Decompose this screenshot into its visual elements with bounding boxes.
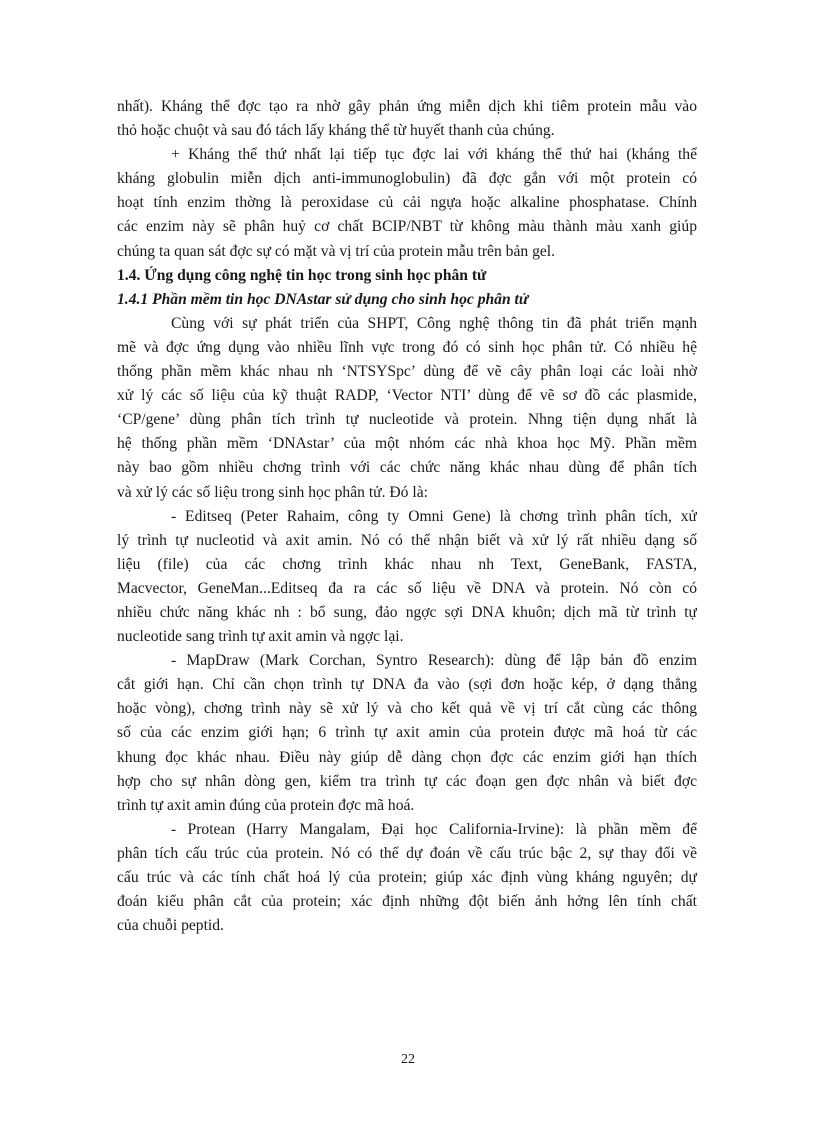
paragraph-line: + Kháng thể thứ nhất lại tiếp tục đợc lai với kháng thể thứ hai (kháng thể — [171, 146, 697, 164]
paragraph-line: chúng ta quan sát đợc sự có mặt và vị trí của protein mẫu trên bản gel. — [117, 242, 556, 260]
subsection-heading: 1.4.1 Phần mềm tin học DNAstar sử dụng cho sinh học phân tử — [117, 290, 529, 308]
paragraph-line: liệu (file) của các chơng trình khác nhau nh Text, GeneBank, FASTA, — [117, 555, 697, 573]
paragraph-line: hệ thống phần mềm ‘DNAstar’ của một nhóm các nhà khoa học Mỹ. Phần mềm — [117, 435, 697, 453]
section-heading: 1.4. Ứng dụng công nghệ tin học trong sinh học phân tử — [117, 266, 487, 284]
paragraph-line: cấu trúc và các tính chất hoá lý của protein; giúp xác định vùng kháng nguyên; dự — [117, 869, 697, 886]
paragraph-line: phân tích cấu trúc của protein. Nó có thể dự đoán về cấu trúc bậc 2, sự thay đổi về — [117, 844, 697, 862]
paragraph-line: - Protean (Harry Mangalam, Đại học California-Irvine): là phần mềm để — [171, 820, 697, 838]
paragraph-line: nhiều chức năng khác nh : bổ sung, đảo ngợc sợi DNA khuôn; dịch mã từ trình tự — [117, 603, 697, 621]
paragraph-line: kháng globulin miễn dịch anti-immunoglobulin) đã đợc gắn với một protein có — [117, 170, 697, 188]
paragraph-line: đoán kiểu phân cắt của protein; xác định những đột biến ảnh hởng lên tính chất — [117, 893, 697, 911]
paragraph-line: cắt giới hạn. Chỉ cần chọn trình tự DNA đa vào (sợi đơn hoặc kép, ở dạng thẳng — [117, 676, 697, 694]
paragraph-line: hợp cho sự nhân dòng gen, kiểm tra trình tự các đoạn gen đợc nhân và biết đợc — [117, 772, 697, 790]
paragraph-line: mẽ và đợc ứng dụng vào nhiều lĩnh vực trong đó có sinh học phân tử. Có nhiều hệ — [117, 338, 697, 356]
paragraph-line: các enzim này sẽ phân huỷ cơ chất BCIP/NBT từ không màu thành màu xanh giúp — [117, 218, 697, 236]
paragraph-line: này bao gồm nhiều chơng trình với các chức năng khác nhau dùng để phân tích — [117, 459, 697, 477]
paragraph-line: Cùng với sự phát triển của SHPT, Công nghệ thông tin đã phát triển mạnh — [171, 314, 697, 332]
paragraph-line: trình tự axit amin đúng của protein đợc mã hoá. — [117, 796, 415, 814]
page-body — [117, 95, 697, 938]
paragraph-line: thỏ hoặc chuột và sau đó tách lấy kháng thể từ huyết thanh của chúng. — [117, 122, 555, 140]
paragraph-line: số của các enzim giới hạn; 6 trình tự axit amin của protein được mã hoá từ các — [117, 724, 697, 742]
paragraph-line: của chuỗi peptid. — [117, 917, 224, 935]
page-number: 22 — [401, 1052, 415, 1067]
paragraph-line: - Editseq (Peter Rahaim, công ty Omni Gene) là chơng trình phân tích, xử — [171, 507, 697, 525]
paragraph-line: Macvector, GeneMan...Editseq đa ra các số liệu về DNA và protein. Nó còn có — [117, 579, 697, 597]
paragraph-line: và xử lý các số liệu trong sinh học phân tử. Đó là: — [117, 483, 428, 501]
paragraph-line: khung đọc khác nhau. Điều này giúp dễ dàng chọn đợc các enzim giới hạn thích — [117, 748, 697, 766]
paragraph-line: hoạt tính enzim thờng là peroxidase củ cải ngựa hoặc alkaline phosphatase. Chính — [117, 194, 697, 212]
paragraph-line: lý trình tự nucleotid và axit amin. Nó có thể nhận biết và xử lý rất nhiều dạng số — [117, 531, 697, 549]
paragraph-line: nucleotide sang trình tự axit amin và ngợc lại. — [117, 628, 404, 646]
paragraph-line: xử lý các số liệu của kỹ thuật RADP, ‘Vector NTI’ dùng để vẽ sơ đồ các plasmide, — [117, 387, 697, 405]
paragraph-line: ‘CP/gene’ dùng phân tích trình tự nucleotide và protein. Nhng tiện dụng nhất là — [117, 411, 697, 429]
paragraph-line: thống phần mềm khác nhau nh ‘NTSYSpc’ dùng để vẽ cây phân loại các loài nhờ — [117, 363, 697, 381]
paragraph-line: nhất). Kháng thể đợc tạo ra nhờ gây phản ứng miễn dịch khi tiêm protein mẫu vào — [117, 98, 697, 115]
paragraph-line: hoặc vòng), chơng trình này sẽ xử lý và cho kết quả về vị trí cắt cùng các thông — [117, 700, 697, 718]
paragraph-line: - MapDraw (Mark Corchan, Syntro Research): dùng để lập bản đồ enzim — [171, 652, 697, 670]
